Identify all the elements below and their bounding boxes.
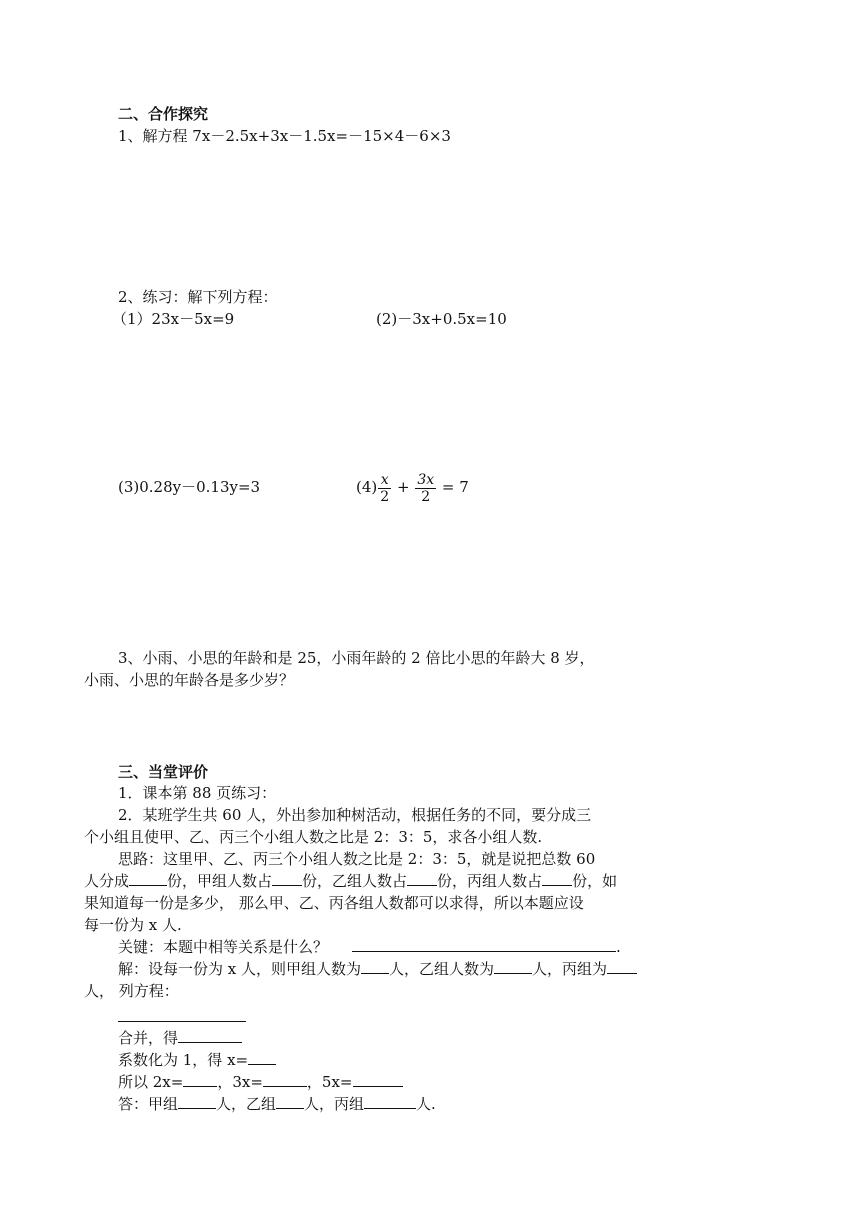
coefficient-label: 系数化为 1，得 x= [118,1051,249,1069]
answer-text-b: 人，乙组 [216,1095,277,1113]
idea-line-2 [84,871,617,891]
answer-line [118,1094,436,1114]
so-text-a: 所以 2x= [118,1073,184,1091]
blank-answer-group-c [364,1094,416,1109]
blank-2x [183,1072,217,1087]
idea-line-1: 思路：这里甲、乙、丙三个小组人数之比是 2：3：5，就是说把总数 60 [118,850,596,868]
blank-group-a-count [361,959,389,974]
blank-answer-group-a [178,1094,216,1109]
solution-text-a: 解：设每一份为 x 人，则甲组人数为 [118,960,361,978]
question-1: 1、解方程 7x－2.5x+3x－1.5x=－15×4－6×3 [118,127,451,145]
blank-group-b-count [494,959,532,974]
section-3-title: 三、当堂评价 [118,763,209,781]
key-line [118,937,621,957]
fraction-2-numerator: 3x [417,471,435,488]
idea-text-c: 份，乙组人数占 [302,872,408,890]
blank-group-a-parts [272,871,302,886]
question-2-item-3: (3)0.28y－0.13y=3 [118,478,261,496]
blank-5x [353,1072,403,1087]
idea-text-a: 人分成 [84,872,130,890]
blank-key-relation [352,937,616,952]
question-2-title: 2、练习：解下列方程： [118,288,278,306]
blank-group-b-parts [407,871,437,886]
answer-text-c: 人，丙组 [304,1095,365,1113]
solution-line-2: 人， 列方程： [84,982,179,1000]
plus-sign: + [396,478,410,496]
idea-text-e: 份，如 [572,872,618,890]
solution-text-b: 人，乙组人数为 [389,960,495,978]
coefficient-line [118,1050,276,1070]
question-2-item-1: （1）23x－5x=9 [112,310,235,328]
problem-2-line-2: 个小组且使甲、乙、丙三个小组人数之比是 2：3：5，求各小组人数. [84,828,543,846]
section-2-title: 二、合作探究 [118,105,209,123]
so-text-b: ，3x= [217,1073,263,1091]
fraction-3x-over-2 [415,472,436,505]
blank-x-value [248,1050,276,1065]
equation-rhs: = 7 [441,478,469,496]
so-line [118,1072,403,1092]
key-label: 关键：本题中相等关系是什么？ [118,938,329,956]
blank-answer-group-b [276,1094,304,1109]
problem-1: 1．课本第 88 页练习： [118,784,277,802]
problem-2-line-1: 2．某班学生共 60 人，外出参加种树活动，根据任务的不同，要分成三 [118,806,592,824]
blank-group-c-parts [542,871,572,886]
question-3-line-1: 3、小雨、小思的年龄和是 25，小雨年龄的 2 倍比小思的年龄大 8 岁， [118,649,595,667]
blank-group-c-count [607,959,637,974]
idea-text-d: 份，丙组人数占 [437,872,543,890]
fraction-x-over-2 [378,472,391,505]
answer-text-a: 答：甲组 [118,1095,179,1113]
blank-equation [118,1021,246,1022]
fraction-1-numerator: x [378,472,391,489]
solution-line-1 [118,959,637,979]
idea-line-4: 每一份为 x 人. [84,916,182,934]
idea-line-3: 果知道每一份是多少， 那么甲、乙、丙各组人数都可以求得，所以本题应设 [84,894,584,912]
blank-3x [263,1072,307,1087]
blank-total-parts [129,871,167,886]
key-period: . [616,938,621,956]
question-2-item-4 [356,467,469,507]
answer-text-d: 人. [416,1095,436,1113]
item-4-prefix: (4) [356,478,378,496]
so-text-c: ，5x= [306,1073,353,1091]
solution-text-c: 人，丙组为 [532,960,608,978]
question-3-line-2: 小雨、小思的年龄各是多少岁？ [84,671,295,689]
combine-label: 合并，得 [118,1029,179,1047]
idea-text-b: 份，甲组人数占 [167,872,273,890]
blank-combine [178,1028,242,1043]
question-2-item-2: (2)－3x+0.5x=10 [376,310,507,328]
fraction-1-denominator: 2 [380,488,390,505]
fraction-2-denominator: 2 [421,488,431,505]
combine-line [118,1028,242,1048]
